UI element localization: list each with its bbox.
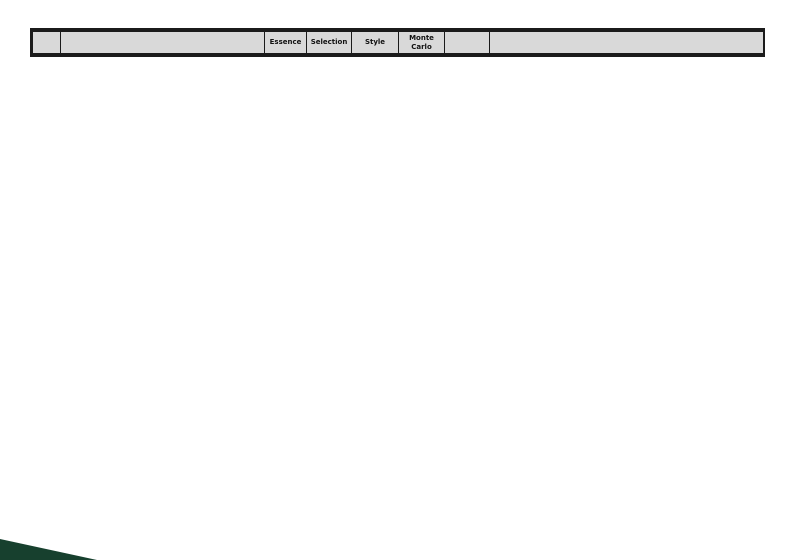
options-table-wrapper (30, 28, 765, 57)
options-table (32, 31, 764, 54)
corner-accent-triangle (0, 539, 97, 560)
header-essence: Essence (265, 32, 307, 54)
header-monte-carlo: Monte Carlo (399, 32, 445, 54)
header-selection: Selection (307, 32, 352, 54)
header-code-cell (33, 32, 61, 54)
header-style: Style (352, 32, 399, 54)
header-notes-cell (490, 32, 764, 54)
header-row (33, 32, 764, 54)
header-price-range-cell (445, 32, 490, 54)
table-header (33, 32, 764, 54)
header-description-cell (61, 32, 265, 54)
